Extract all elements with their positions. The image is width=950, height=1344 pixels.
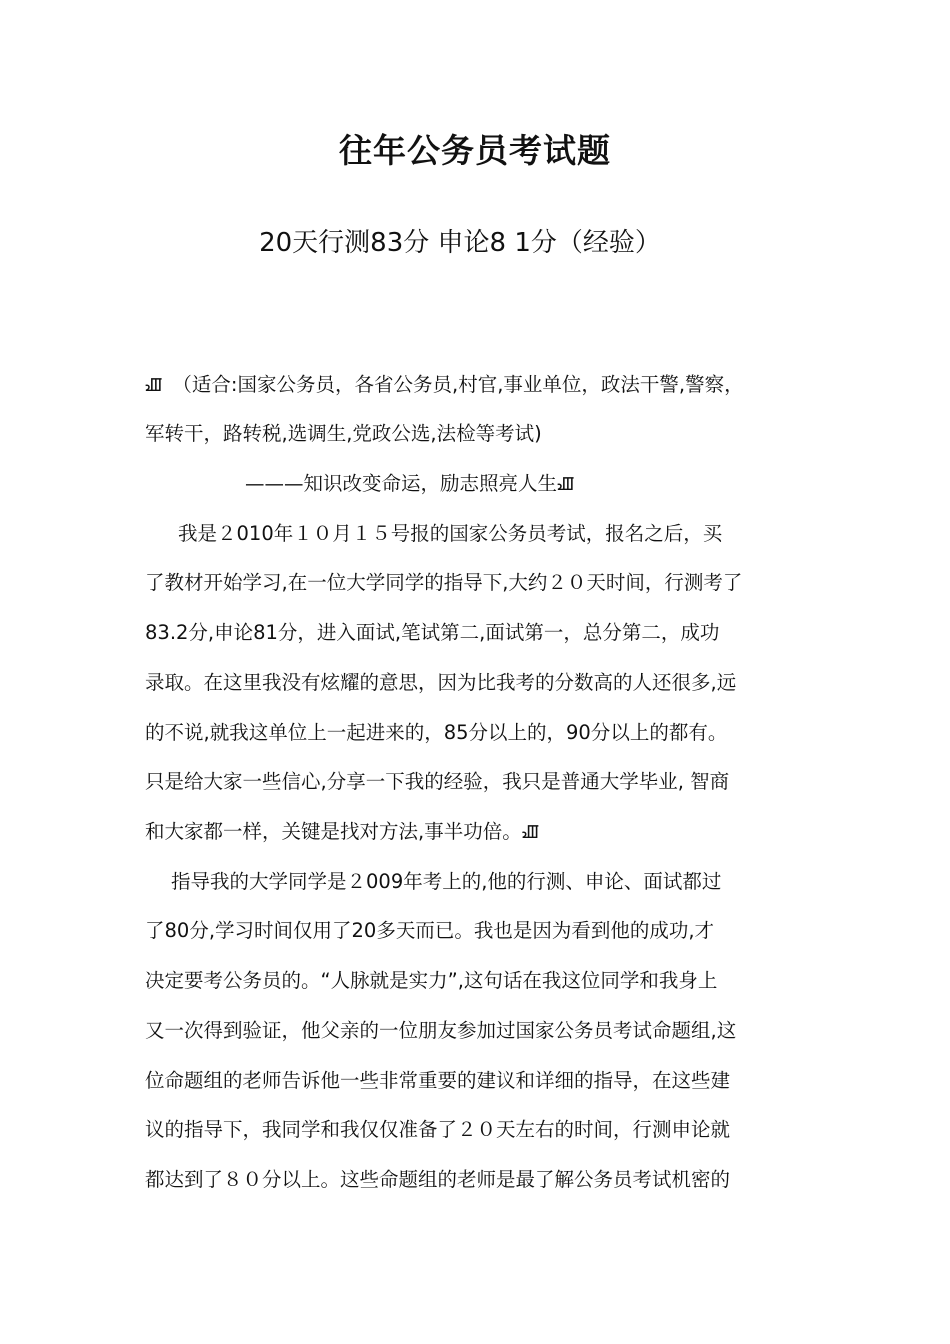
paragraph-line: 又一次得到验证，他父亲的一位朋友参加过国家公务员考试命题组,这 — [145, 1019, 737, 1042]
paragraph-line: 和大家都一样，关键是找对方法,事半功倍。ꯉ — [145, 820, 540, 843]
paragraph-line: 的不说,就我这单位上一起进来的，85分以上的，90分以上的都有。 — [145, 721, 728, 744]
paragraph-line: 了教材开始学习,在一位大学同学的指导下,大约２０天时间，行测考了 — [145, 571, 743, 594]
paragraph-line: 决定要考公务员的。“人脉就是实力”,这句话在我这位同学和我身上 — [145, 969, 718, 992]
paragraph-line: 只是给大家一些信心,分享一下我的经验，我只是普通大学毕业, 智商 — [145, 770, 730, 793]
paragraph-line: 都达到了８０分以上。这些命题组的老师是最了解公务员考试机密的 — [145, 1168, 731, 1191]
document-subtitle: 20天行测83分 申论8 1分（经验） — [259, 228, 661, 258]
paragraph-line: 了80分,学习时间仅用了20多天而已。我也是因为看到他的成功,才 — [145, 919, 715, 942]
paragraph-line: 指导我的大学同学是２009年考上的,他的行测、申论、面试都过 — [171, 870, 722, 893]
paragraph-line: 83.2分,申论81分，进入面试,笔试第二,面试第一，总分第二，成功 — [145, 621, 720, 644]
paragraph-line: ꯉ （适合:国家公务员，各省公务员,村官,事业单位，政法干警,警察， — [145, 373, 744, 396]
paragraph-line: 军转干，路转税,选调生,党政公选,法检等考试) — [145, 422, 542, 445]
paragraph-line: 我是２010年１０月１５号报的国家公务员考试，报名之后，买 — [178, 522, 723, 545]
motto-line: ———知识改变命运，励志照亮人生ꯉ — [245, 472, 575, 495]
paragraph-line: 议的指导下，我同学和我仅仅准备了２０天左右的时间，行测申论就 — [145, 1118, 731, 1141]
paragraph-line: 录取。在这里我没有炫耀的意思，因为比我考的分数高的人还很多,远 — [145, 671, 737, 694]
document-title: 往年公务员考试题 — [339, 131, 611, 170]
paragraph-line: 位命题组的老师告诉他一些非常重要的建议和详细的指导，在这些建 — [145, 1069, 731, 1092]
